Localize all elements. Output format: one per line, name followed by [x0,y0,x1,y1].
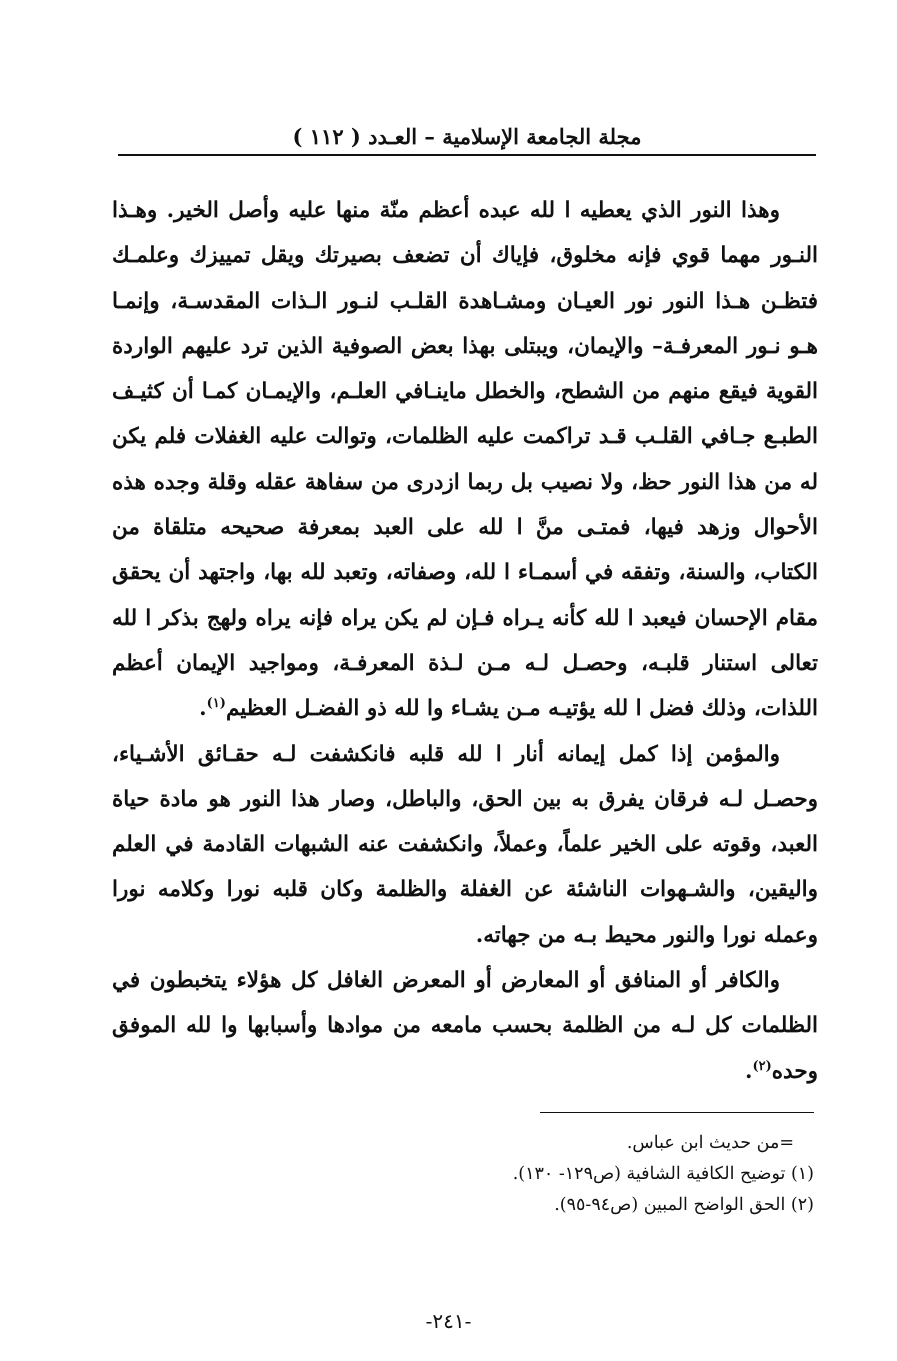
paragraph-3 [112,958,818,1094]
footnote-continuation: =من حديث ابن عباس. [626,1133,794,1153]
paragraph-1-end: . [199,696,207,722]
header-rule [118,154,816,156]
footnotes [300,1128,814,1221]
paragraph-3-text: والكافر أو المنافق أو المعارض أو المعرض الغافل كل هؤلاء يتخبطون في الظلمات كل لـه من الظلمة بحسب مامعه من موادها وأسبابها وا لله الموفق وحده [112,968,818,1084]
main-text [112,188,818,1094]
footnote-rule [540,1112,814,1113]
paragraph-2 [112,732,818,958]
footnote-1: (١) توضيح الكافية الشافية (ص١٢٩- ١٣٠). [512,1164,814,1184]
page-number: -٢٤١- [425,1309,472,1333]
paragraph-1-text: وهذا النور الذي يعطيه ا لله عبده أعظم منّة منها عليه وأصل الخير. وهـذا النـور مهما قوي فإنه مخلوق، فإياك أن تضعف بصيرتك ويقل تمييزك وعلمـك فتظـن هـذا النور نور العيـان ومشـاهدة القلـب لنـور الـذات المقدسـة، وإنمـا هـو نـور المعرفـة– والإيمان، ويبتلى بهذا بعض الصوفية الذين ترد عليهم الواردة القوية فيقع منهم من الشطح، والخطل ماينـافي العلـم، والإيمـان كمـا أن كثيـف الطبـع جـافي القلـب قـد تراكمت عليه الظلمات، وتوالت عليه الغفلات فلم يكن له من هذا النور حظ، ولا نصيب بل ربما ازدرى من سفاهة عقله وقلة وجده هذه الأحوال وزهد فيها، فمتـى منَّ ا لله على العبد بمعرفة صحيحه متلقاة من الكتاب، والسنة، وتفقه في أسمـاء ا لله، وصفاته، وتعبد لله بها، واجتهد أن يحقق مقام الإحسان فيعبد ا لله كأنه يـراه فـإن لم يكن يراه فإنه يراه ولهج بذكر ا لله تعالى استنار قلبـه، وحصـل لـه مـن لـذة المعرفـة، ومواجيد الإيمان أعظم اللذات، وذلك فضل ا لله يؤتيـه مـن يشـاء وا لله ذو الفضـل العظيم [112,198,819,722]
footnote-2: (٢) الحق الواضح المبين (ص٩٤-٩٥). [554,1195,814,1215]
footnote-marker-2: (٢) [752,1058,772,1074]
paragraph-1 [112,188,818,732]
running-header: مجلة الجامعة الإسلامية – العـدد ( ١١٢ ) [292,124,642,149]
paragraph-2-text: والمؤمن إذا كمل إيمانه أنار ا لله قلبه فانكشفت لـه حقـائق الأشـياء، وحصـل لـه فرقان يفرق به بين الحق، والباطل، وصار هذا النور هو مادة حياة العبد، وقوته على الخير علماً، وعملاً، وانكشفت عنه الشبهات القادمة في العلم واليقين، والشـهوات الناشئة عن الغفلة والظلمة وكان قلبه نورا وكلامه نورا وعمله نورا والنور محيط بـه من جهاته. [112,741,818,948]
paragraph-3-end: . [744,1058,753,1084]
footnote-marker-1: (١) [206,696,226,712]
